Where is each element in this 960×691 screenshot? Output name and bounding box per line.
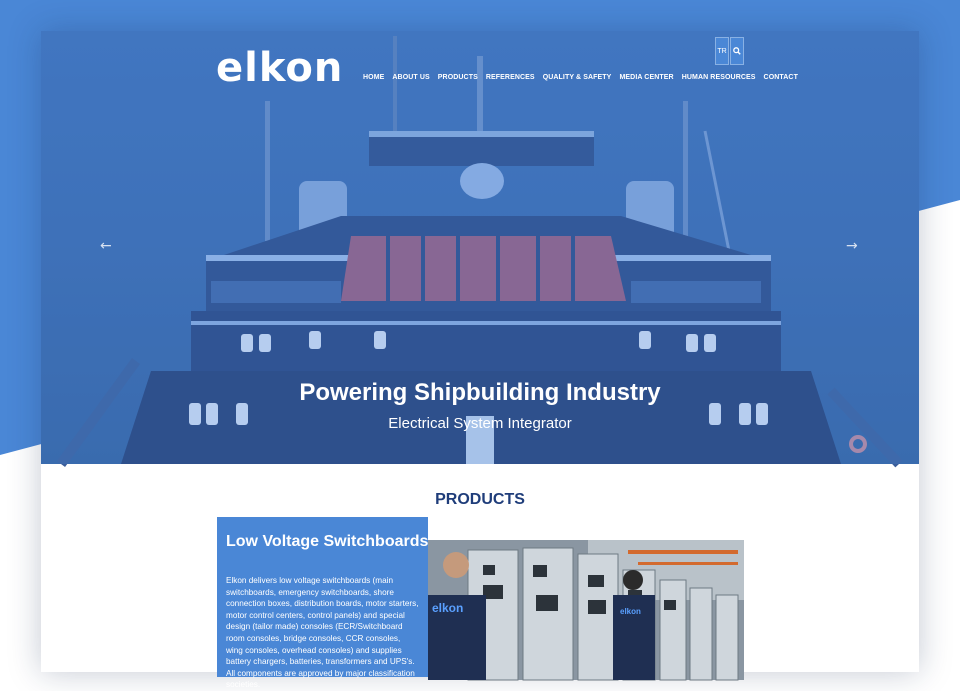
search-button[interactable]: [730, 37, 744, 65]
slider-prev-button[interactable]: [100, 238, 112, 254]
nav-item-home[interactable]: HOME: [363, 74, 385, 81]
main-nav: [363, 74, 798, 81]
worker-shirt-logo-2: elkon: [620, 607, 641, 616]
nav-item-references[interactable]: REFERENCES: [485, 74, 535, 81]
product-card-title[interactable]: Low Voltage Switchboards: [226, 533, 429, 550]
switchboard-factory-image: [428, 540, 744, 680]
nav-item-products[interactable]: PRODUCTS: [437, 74, 478, 81]
nav-item-contact[interactable]: CONTACT: [763, 74, 798, 81]
site-logo[interactable]: elkon: [216, 45, 344, 91]
arrow-right-icon: →: [846, 238, 858, 254]
arrow-left-icon: ←: [100, 238, 112, 254]
products-section-title: PRODUCTS: [435, 491, 525, 508]
slider-next-button[interactable]: [846, 238, 858, 254]
hero-slider: [41, 31, 919, 464]
product-photo-switchboards: [428, 540, 744, 680]
hero-subtitle: Electrical System Integrator: [388, 415, 572, 432]
nav-item-media-center[interactable]: MEDIA CENTER: [619, 74, 674, 81]
nav-item-quality-safety[interactable]: QUALITY & SAFETY: [542, 74, 612, 81]
nav-item-about-us[interactable]: ABOUT US: [392, 74, 430, 81]
worker-shirt-logo: elkon: [432, 601, 464, 615]
nav-item-human-resources[interactable]: HUMAN RESOURCES: [681, 74, 756, 81]
language-switch-button[interactable]: TR: [715, 37, 729, 65]
hero-title: Powering Shipbuilding Industry: [299, 379, 661, 406]
product-card-description: Elkon delivers low voltage switchboards (main switchboards, emergency switchboards, shore connection boxes, distribution boards, motor starters, motor control centers, control panels) and special design (tailor made) consoles (ECR/Switchboard room consoles, bridge consoles, CCR consoles, wing consoles, overhead consoles) and supplies battery chargers, batteries, transformers and UPS's. All components are approved by major classification societies.: [226, 576, 419, 690]
product-card-low-voltage[interactable]: [217, 517, 429, 690]
website-mockup: [41, 31, 919, 690]
search-icon: [733, 47, 741, 55]
